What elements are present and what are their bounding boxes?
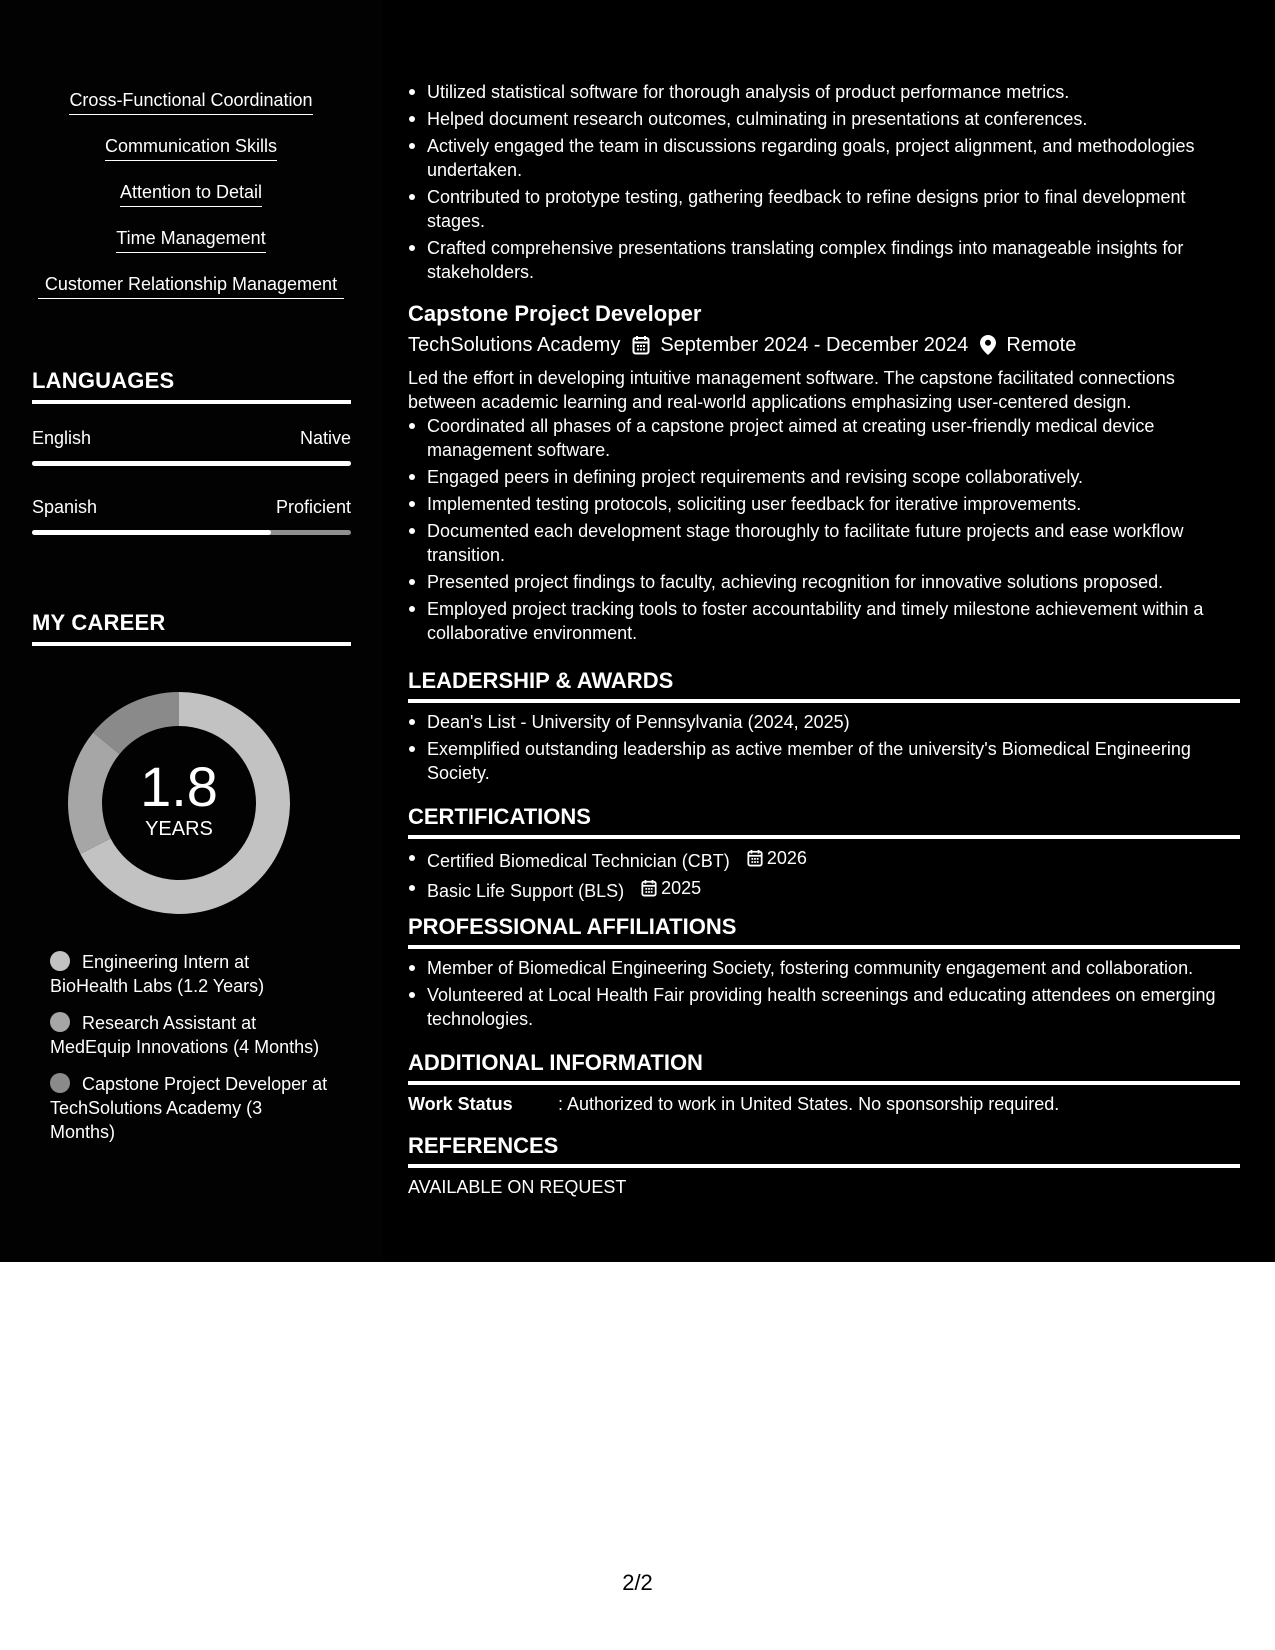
page-number: 2/2 <box>622 1570 653 1595</box>
job-meta <box>408 331 1240 359</box>
calendar-icon <box>747 849 763 867</box>
additional-info-heading: ADDITIONAL INFORMATION <box>408 1050 1240 1085</box>
legend-dot-icon <box>50 951 70 971</box>
calendar-icon <box>632 335 650 355</box>
skill-item: Communication Skills <box>105 134 277 161</box>
career-total <box>66 690 292 916</box>
list-item: Contributed to prototype testing, gathering feedback to refine designs prior to final development stages. <box>408 185 1240 233</box>
language-bar <box>32 461 351 466</box>
list-item: Engaged peers in defining project requirements and revising scope collaboratively. <box>408 465 1240 489</box>
job-location: Remote <box>1006 334 1077 356</box>
language-name: English <box>32 428 92 448</box>
language-level: Native <box>299 428 351 448</box>
leadership-list <box>408 710 1240 788</box>
affiliations-heading: PROFESSIONAL AFFILIATIONS <box>408 914 1240 949</box>
job-bullets <box>408 414 1240 645</box>
work-status-label: Work Status <box>408 1094 513 1114</box>
company-name: TechSolutions Academy <box>408 334 621 356</box>
list-item: Coordinated all phases of a capstone project aimed at creating user-friendly medical device management software. <box>408 414 1240 462</box>
legend-dot-icon <box>50 1012 70 1032</box>
certification-item: Certified Biomedical Technician (CBT) 2026 <box>408 846 1240 873</box>
leadership-heading: LEADERSHIP & AWARDS <box>408 668 1240 703</box>
language-bar-fill <box>32 530 271 535</box>
list-item: Volunteered at Local Health Fair providing health screenings and educating attendees on emerging technologies. <box>408 983 1240 1031</box>
job-dates: September 2024 - December 2024 <box>660 334 969 356</box>
languages-heading: LANGUAGES <box>32 368 351 404</box>
certifications-list <box>408 846 1240 906</box>
certifications-heading: CERTIFICATIONS <box>408 804 1240 839</box>
sidebar <box>0 0 383 1262</box>
list-item: Helped document research outcomes, culminating in presentations at conferences. <box>408 107 1240 131</box>
skill-item: Attention to Detail <box>120 180 262 207</box>
language-name: Spanish <box>32 497 98 517</box>
list-item: Crafted comprehensive presentations translating complex findings into manageable insights for stakeholders. <box>408 236 1240 284</box>
cert-date: 2025 <box>641 876 701 900</box>
language-bar-fill <box>32 461 351 466</box>
references-heading: REFERENCES <box>408 1133 1240 1168</box>
career-legend-item: Research Assistant at MedEquip Innovations (4 Months) <box>50 1013 320 1057</box>
career-legend-item: Capstone Project Developer at TechSolutions Academy (3 Months) <box>50 1074 328 1142</box>
skill-item: Cross-Functional Coordination <box>69 88 312 115</box>
career-heading: MY CAREER <box>32 610 351 646</box>
certification-item: Basic Life Support (BLS) 2025 <box>408 876 1240 903</box>
main-content <box>408 0 1240 1262</box>
list-item: Implemented testing protocols, soliciting user feedback for iterative improvements. <box>408 492 1240 516</box>
location-pin-icon <box>980 335 996 355</box>
skill-item: Customer Relationship Management <box>38 272 344 299</box>
career-legend-item: Engineering Intern at BioHealth Labs (1.2 Years) <box>50 952 265 996</box>
career-legend <box>50 950 330 1157</box>
language-level: Proficient <box>275 497 351 517</box>
list-item: Dean's List - University of Pennsylvania (2024, 2025) <box>408 710 1240 734</box>
calendar-icon <box>641 879 657 897</box>
language-bar <box>32 530 351 535</box>
cert-date: 2026 <box>747 846 807 870</box>
job-title: Capstone Project Developer <box>408 301 702 326</box>
language-item <box>32 426 351 466</box>
work-status-value: : Authorized to work in United States. No sponsorship required. <box>558 1094 1060 1114</box>
references-text: AVAILABLE ON REQUEST <box>408 1177 627 1197</box>
legend-dot-icon <box>50 1073 70 1093</box>
skills-list <box>32 88 350 318</box>
experience-entry <box>408 299 1240 648</box>
career-total-value: 1.8 <box>140 755 218 818</box>
previous-role-bullets <box>408 80 1240 287</box>
list-item: Utilized statistical software for thorough analysis of product performance metrics. <box>408 80 1240 104</box>
list-item: Presented project findings to faculty, achieving recognition for innovative solutions proposed. <box>408 570 1240 594</box>
list-item: Member of Biomedical Engineering Society, fostering community engagement and collaboration. <box>408 956 1240 980</box>
list-item: Actively engaged the team in discussions regarding goals, project alignment, and methodologies undertaken. <box>408 134 1240 182</box>
list-item: Exemplified outstanding leadership as active member of the university's Biomedical Engineering Society. <box>408 737 1240 785</box>
skill-item: Time Management <box>116 226 265 253</box>
affiliations-list <box>408 956 1240 1034</box>
career-total-unit: YEARS <box>145 818 213 840</box>
language-item <box>32 495 351 535</box>
additional-info <box>408 1092 1240 1116</box>
list-item: Employed project tracking tools to foster accountability and timely milestone achievement within a collaborative environment. <box>408 597 1240 645</box>
job-description: Led the effort in developing intuitive management software. The capstone facilitated connections between academic learning and real-world applications emphasizing user-centered design. <box>408 368 1175 412</box>
list-item: Documented each development stage thoroughly to facilitate future projects and ease workflow transition. <box>408 519 1240 567</box>
